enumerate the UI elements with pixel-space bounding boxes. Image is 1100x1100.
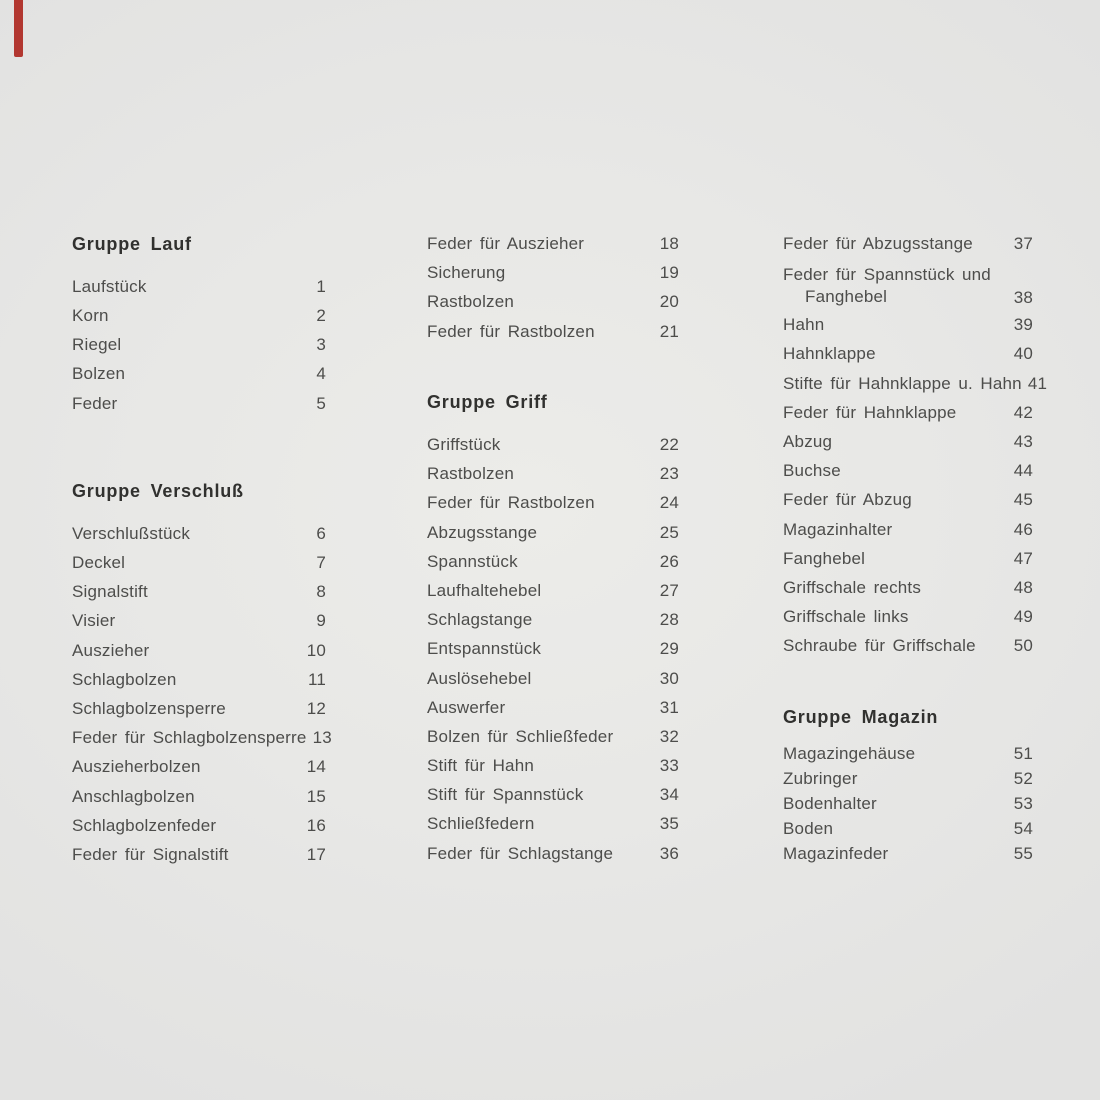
part-label: Schließfedern: [427, 814, 535, 834]
part-label: Zubringer: [783, 768, 858, 788]
part-number: 2: [316, 305, 326, 325]
parts-list-row: [783, 340, 1033, 369]
part-number: 3: [316, 335, 326, 355]
part-label: Magazinhalter: [783, 519, 893, 539]
part-label: Anschlagbolzen: [72, 786, 195, 806]
part-label: Feder für Schlagstange: [427, 843, 614, 863]
part-number: 45: [1013, 490, 1033, 510]
parts-list-row: [427, 839, 679, 868]
parts-list-row: [783, 816, 1033, 841]
part-label: Auszieherbolzen: [72, 757, 201, 777]
part-number: 53: [1013, 793, 1033, 813]
part-number: 54: [1013, 818, 1033, 838]
parts-list-row: [427, 576, 679, 605]
parts-list-row: [72, 753, 326, 782]
part-label: Spannstück: [427, 551, 518, 571]
part-label-line2: Fanghebel: [805, 286, 888, 306]
part-number: 47: [1013, 548, 1033, 568]
part-number: 22: [659, 435, 679, 455]
parts-list-row: [427, 693, 679, 722]
part-number: 1: [316, 276, 326, 296]
group-heading: Gruppe Lauf: [72, 233, 192, 254]
part-label: Magazinfeder: [783, 843, 889, 863]
part-number: 42: [1013, 402, 1033, 422]
parts-column-1: [72, 230, 332, 870]
parts-list-row: [783, 573, 1033, 602]
parts-list-row: [783, 230, 1033, 259]
parts-list-row: [72, 782, 326, 811]
parts-list-row: [427, 460, 679, 489]
part-number: 23: [659, 464, 679, 484]
part-label: Rastbolzen: [427, 292, 515, 312]
parts-list-row: [72, 840, 326, 869]
part-label: Schlagstange: [427, 610, 533, 630]
part-number: 50: [1013, 636, 1033, 656]
part-label: Boden: [783, 818, 834, 838]
parts-list-row: [427, 810, 679, 839]
parts-list-row: [427, 547, 679, 576]
part-number: 20: [659, 292, 679, 312]
part-label: Stift für Hahn: [427, 756, 535, 776]
part-number: 9: [316, 611, 326, 631]
parts-list-row: [783, 427, 1033, 456]
parts-list-row: [427, 489, 679, 518]
part-label: Feder für Rastbolzen: [427, 321, 595, 341]
part-label: Schlagbolzenfeder: [72, 815, 217, 835]
part-number: 51: [1013, 743, 1033, 763]
parts-list-row: [427, 430, 679, 459]
part-label: Bodenhalter: [783, 793, 877, 813]
group-heading: Gruppe Griff: [427, 391, 548, 412]
part-label: Bolzen für Schließfeder: [427, 726, 614, 746]
parts-list-row: [72, 519, 326, 548]
part-label: Schlagbolzen: [72, 669, 177, 689]
part-label: Auswerfer: [427, 697, 506, 717]
part-number: 7: [316, 553, 326, 573]
part-label: Bolzen: [72, 364, 126, 384]
part-number: 27: [659, 580, 679, 600]
parts-column-2: [427, 230, 679, 869]
part-number: 34: [659, 785, 679, 805]
parts-column-3: [783, 230, 1048, 867]
part-label: Griffstück: [427, 435, 501, 455]
parts-list-row: [427, 317, 679, 346]
part-label: Entspannstück: [427, 639, 542, 659]
part-label: Stift für Spannstück: [427, 785, 584, 805]
parts-list-row: [427, 606, 679, 635]
part-number: 35: [659, 814, 679, 834]
part-label: Buchse: [783, 461, 841, 481]
part-number: 48: [1013, 577, 1033, 597]
part-number: 11: [307, 669, 326, 689]
part-number: 52: [1013, 768, 1033, 788]
part-number: 4: [316, 364, 326, 384]
parts-list-row: [783, 632, 1033, 661]
parts-list-row: [427, 518, 679, 547]
part-label: Auszieher: [72, 640, 150, 660]
part-number: 30: [659, 668, 679, 688]
part-number: 36: [659, 843, 679, 863]
part-number: 46: [1013, 519, 1033, 539]
part-label: Schraube für Griffschale: [783, 636, 976, 656]
part-label: Feder für Signalstift: [72, 844, 229, 864]
part-number: 18: [659, 234, 679, 254]
parts-list-row: [427, 288, 679, 317]
parts-list-row: [783, 398, 1033, 427]
part-number: 16: [306, 815, 326, 835]
part-label: Laufhaltehebel: [427, 580, 542, 600]
parts-list-row: [72, 724, 332, 753]
parts-list-row: [783, 369, 1048, 398]
parts-list-row: [783, 741, 1033, 766]
part-label: Abzug: [783, 432, 833, 452]
parts-list-row: [783, 544, 1033, 573]
part-number: 25: [659, 522, 679, 542]
part-number: 17: [306, 844, 326, 864]
parts-list-row: [427, 752, 679, 781]
parts-list-row: [72, 578, 326, 607]
parts-list-row: [427, 722, 679, 751]
parts-list-row: [427, 635, 679, 664]
part-label: Griffschale rechts: [783, 577, 922, 597]
parts-list-row: [72, 389, 326, 418]
part-label: Hahn: [783, 315, 825, 335]
parts-list-row: [72, 665, 326, 694]
part-label: Feder: [72, 393, 118, 413]
part-number: 33: [659, 756, 679, 776]
parts-list-row: [72, 811, 326, 840]
part-number: 43: [1013, 432, 1033, 452]
parts-list-row: [72, 694, 326, 723]
part-label: Hahnklappe: [783, 344, 876, 364]
part-label: Rastbolzen: [427, 464, 515, 484]
parts-list-row: [783, 766, 1033, 791]
part-label: Feder für Auszieher: [427, 234, 585, 254]
part-label: Feder für Rastbolzen: [427, 493, 595, 513]
part-label: Magazingehäuse: [783, 743, 916, 763]
part-label: Korn: [72, 305, 109, 325]
part-label: Stifte für Hahnklappe u. Hahn: [783, 373, 1022, 393]
part-number: 39: [1013, 315, 1033, 335]
part-label: Feder für Hahnklappe: [783, 402, 957, 422]
part-label: Verschlußstück: [72, 523, 191, 543]
parts-list-row: [783, 486, 1033, 515]
part-number: 14: [306, 757, 326, 777]
part-label: Deckel: [72, 553, 126, 573]
parts-list-row: [427, 664, 679, 693]
parts-list-row: [783, 603, 1033, 632]
part-number: 49: [1013, 607, 1033, 627]
part-number: 28: [659, 610, 679, 630]
part-number: 5: [316, 393, 326, 413]
red-bookmark-ribbon: [14, 0, 23, 57]
part-number: 13: [312, 728, 332, 748]
parts-list-row: [72, 360, 326, 389]
part-label: Griffschale links: [783, 607, 909, 627]
group-heading: Gruppe Magazin: [783, 706, 939, 727]
parts-list-row: [72, 636, 326, 665]
parts-list-row: [783, 259, 1033, 311]
parts-list-row: [427, 230, 679, 259]
group-heading: Gruppe Verschluß: [72, 480, 244, 501]
parts-list-row: [783, 841, 1033, 866]
parts-list-row: [427, 259, 679, 288]
parts-list-row: [783, 515, 1033, 544]
part-number: 37: [1013, 234, 1033, 254]
part-number: 6: [316, 523, 326, 543]
part-number: 26: [659, 551, 679, 571]
parts-list-row: [72, 607, 326, 636]
part-label: Riegel: [72, 335, 122, 355]
part-label: Abzugsstange: [427, 522, 538, 542]
part-number: 15: [306, 786, 326, 806]
part-label-line1: Feder für Spannstück und: [783, 264, 991, 284]
part-label: Visier: [72, 611, 116, 631]
parts-list-row: [72, 272, 326, 301]
parts-list-row: [72, 549, 326, 578]
part-number: 32: [659, 726, 679, 746]
part-label: [783, 264, 991, 308]
part-label: Schlagbolzensperre: [72, 699, 226, 719]
parts-list-row: [783, 311, 1033, 340]
part-number: 8: [316, 582, 326, 602]
part-label: Laufstück: [72, 276, 147, 296]
part-number: 41: [1027, 373, 1048, 393]
part-label: Fanghebel: [783, 548, 866, 568]
part-number: 29: [659, 639, 679, 659]
parts-list-row: [72, 301, 326, 330]
part-label: Signalstift: [72, 582, 148, 602]
part-label: Sicherung: [427, 263, 506, 283]
parts-list-row: [427, 781, 679, 810]
parts-list-row: [783, 457, 1033, 486]
part-number: 21: [659, 321, 679, 341]
part-number: 55: [1013, 843, 1033, 863]
part-number: 31: [659, 697, 679, 717]
part-number: 44: [1013, 461, 1033, 481]
part-number: 12: [306, 699, 326, 719]
part-number: 24: [659, 493, 679, 513]
part-number: 10: [306, 640, 326, 660]
parts-list-row: [783, 791, 1033, 816]
part-number: 38: [1013, 287, 1033, 307]
part-number: 19: [659, 263, 679, 283]
part-label: Feder für Abzugsstange: [783, 234, 973, 254]
part-number: 40: [1013, 344, 1033, 364]
part-label: Feder für Schlagbolzensperre: [72, 728, 307, 748]
part-label: Feder für Abzug: [783, 490, 912, 510]
parts-list-row: [72, 331, 326, 360]
part-label: Auslösehebel: [427, 668, 532, 688]
